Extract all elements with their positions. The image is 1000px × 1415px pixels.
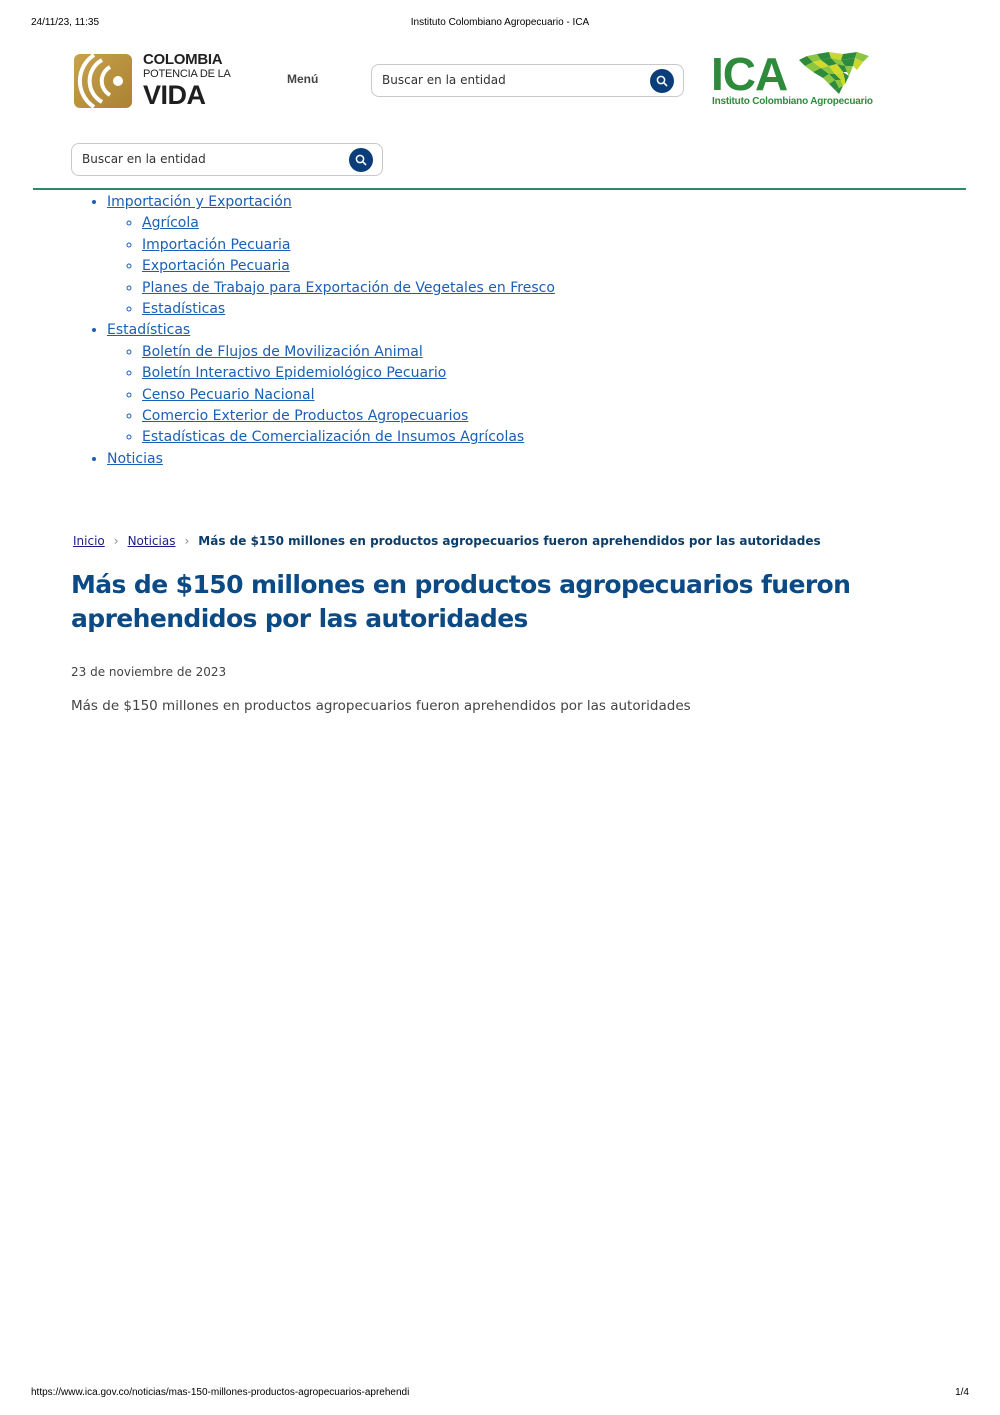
article-date: 23 de noviembre de 2023 [71, 665, 227, 679]
nav-link-importacion-exportacion[interactable]: Importación y Exportación [107, 194, 292, 210]
print-datetime: 24/11/23, 11:35 [31, 17, 100, 28]
search-button-top[interactable] [650, 69, 674, 93]
nav-item-importacion-exportacion [107, 192, 555, 320]
nav-subitem [142, 235, 555, 256]
breadcrumb-noticias[interactable]: Noticias [127, 534, 176, 548]
nav-subitem [142, 213, 555, 234]
nav-link-boletin-epidemiologico[interactable]: Boletín Interactivo Epidemiológico Pecuario [142, 365, 447, 382]
gov-logo-line1: COLOMBIA [143, 51, 223, 68]
nav-link-estadisticas[interactable]: Estadísticas [107, 322, 191, 339]
gov-logo-line3: VIDA [143, 80, 206, 110]
article-lead: Más de $150 millones en productos agropecuarios fueron aprehendidos por las autoridades [71, 698, 691, 714]
print-header [0, 17, 1000, 31]
nav-link-comercio-exterior[interactable]: Comercio Exterior de Productos Agropecuarios [142, 408, 469, 425]
search-input-secondary[interactable] [82, 152, 330, 166]
search-bar-top [371, 64, 684, 97]
nav-item-estadisticas [107, 320, 555, 448]
nav-sublist-importacion-exportacion [107, 213, 555, 320]
nav-link-importacion-pecuaria[interactable]: Importación Pecuaria [142, 236, 291, 253]
ica-mosaic-icon [799, 52, 869, 94]
nav-item-noticias [107, 449, 555, 470]
breadcrumb-home[interactable]: Inicio [73, 534, 105, 548]
search-input-top[interactable] [382, 73, 631, 87]
breadcrumb [73, 534, 821, 548]
nav-link-estadisticas-impexp[interactable]: Estadísticas [142, 301, 226, 318]
nav-link-censo-pecuario[interactable]: Censo Pecuario Nacional [142, 386, 315, 403]
menu-button[interactable]: Menú [287, 72, 319, 86]
search-bar-secondary [71, 143, 383, 176]
nav-link-planes-de-trabajo[interactable]: Planes de Trabajo para Exportación de Vegetales en Fresco [142, 279, 555, 296]
nav-link-agricola[interactable]: Agrícola [142, 215, 199, 232]
colombia-emblem-icon [74, 54, 132, 108]
header-divider [33, 188, 966, 190]
nav-link-boletin-flujos[interactable]: Boletín de Flujos de Movilización Animal [142, 343, 423, 360]
search-icon [656, 75, 668, 87]
search-icon [355, 154, 367, 166]
breadcrumb-current: Más de $150 millones en productos agropecuarios fueron aprehendidos por las autoridades [198, 534, 821, 548]
nav-subitem [142, 256, 555, 277]
nav-link-estadisticas-insumos[interactable]: Estadísticas de Comercialización de Insumos Agrícolas [142, 429, 525, 446]
nav-subitem [142, 427, 555, 448]
ica-logo-subtitle: Instituto Colombiano Agropecuario [712, 96, 873, 107]
print-url: https://www.ica.gov.co/noticias/mas-150-millones-productos-agropecuarios-aprehendi [31, 1387, 410, 1398]
gov-logo-line2: POTENCIA DE LA [143, 68, 231, 80]
search-button-secondary[interactable] [349, 148, 373, 172]
main-nav-list [71, 192, 555, 470]
nav-subitem [142, 342, 555, 363]
ica-logo-letters: ICA [711, 48, 788, 100]
chevron-right-icon: › [184, 534, 190, 548]
nav-subitem [142, 363, 555, 384]
page-title: Más de $150 millones en productos agropecuarios fueron aprehendidos por las autoridades [71, 570, 851, 633]
nav-subitem [142, 299, 555, 320]
print-doc-title: Instituto Colombiano Agropecuario - ICA [410, 17, 590, 28]
nav-subitem [142, 385, 555, 406]
print-footer [0, 1387, 1000, 1401]
print-page-number: 1/4 [955, 1387, 969, 1398]
nav-link-exportacion-pecuaria[interactable]: Exportación Pecuaria [142, 258, 290, 275]
nav-subitem [142, 278, 555, 299]
nav-link-noticias[interactable]: Noticias [107, 450, 163, 467]
ica-logo[interactable] [711, 48, 873, 112]
chevron-right-icon: › [113, 534, 119, 548]
nav-sublist-estadisticas [107, 342, 555, 449]
nav-subitem [142, 406, 555, 427]
colombia-potencia-de-la-vida-logo[interactable] [74, 52, 234, 110]
